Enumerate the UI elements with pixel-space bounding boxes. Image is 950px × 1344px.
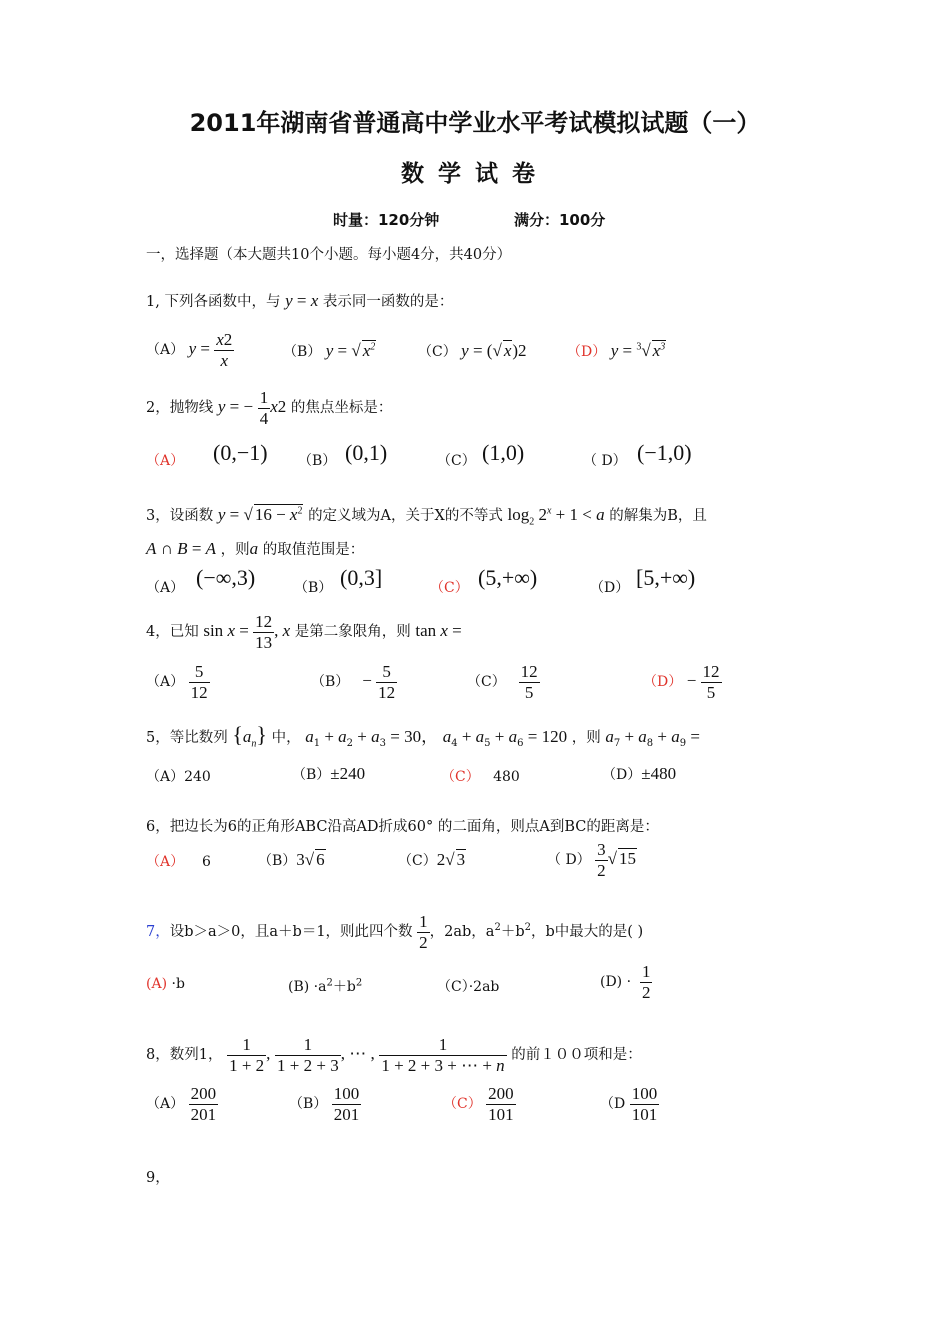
question-4-option-d[interactable]: （D） − $\frac{12}{5}$ (643, 662, 720, 702)
question-5-option-d[interactable]: （D）±480 (602, 764, 677, 783)
question-2-option-b[interactable]: （B） (298, 453, 337, 469)
question-2-value-c: (1,0) (482, 440, 525, 465)
question-7-stem: 7，设b＞a＞0，且a＋b＝1，则此四个数 $\frac{1}{2}$ ，2ab，$a^2+b^2$，b中最大的是( ) (146, 912, 644, 952)
question-3-option-b[interactable]: （B） (294, 580, 333, 596)
full-score: 满分：100分 (514, 211, 606, 229)
question-7-option-c[interactable]: （C）·2ab (437, 979, 500, 995)
page-subtitle: 数学试卷 (401, 161, 549, 187)
question-6-option-a[interactable]: （A） 6 (146, 854, 211, 870)
question-6-option-b[interactable]: （B）3√ 6 (258, 850, 325, 869)
question-1-option-a[interactable]: （A） y = $\frac{x2}{x}$ (146, 330, 233, 370)
question-3-value-a: (−∞,3) (196, 565, 256, 590)
question-2-value-b: (0,1) (345, 440, 388, 465)
page-title: 2011年湖南省普通高中学业水平考试模拟试题（一） (189, 109, 761, 137)
question-3-value-c: (5,+∞) (478, 565, 538, 590)
question-1-option-b[interactable]: （B） y = √ $x^2$ (283, 341, 376, 360)
question-8-option-c[interactable]: （C） $\frac{200}{101}$ (443, 1084, 514, 1124)
question-1-option-c[interactable]: （C） y = (√ x)2 (418, 341, 527, 360)
question-2-value-a: (0,−1) (213, 440, 268, 465)
question-8-option-d[interactable]: （D $\frac{100}{101}$ (600, 1084, 658, 1124)
question-3-value-b: (0,3] (340, 565, 383, 590)
question-5-option-b[interactable]: （B）±240 (292, 764, 366, 783)
question-7-option-d[interactable]: (D) · $\frac{1}{2}$ (600, 962, 651, 1002)
question-4-option-b[interactable]: （B） − $\frac{5}{12}$ (311, 662, 396, 702)
question-1-option-d[interactable]: （D） y = $^3$√ $x^3$ (567, 341, 666, 360)
question-3-stem-line2: A ∩ B = A ，则a 的取值范围是： (146, 539, 365, 558)
question-2-value-d: (−1,0) (637, 440, 692, 465)
question-7-option-b[interactable]: $(B) \cdot a^2+b^2$ (288, 977, 363, 995)
question-8-stem: 8，数列1， $\frac{1}{1 + 2}$ , $\frac{1}{1 + 2 + 3}$ , ⋯ , $\frac{1}{1 + 2 + 3 + \cdots + n}$ 的前１００项和是： (146, 1035, 642, 1075)
time-limit: 时量：120分钟 (333, 211, 440, 229)
question-5-option-c[interactable]: （C） 480 (441, 769, 520, 785)
question-4-option-c[interactable]: （C） $\frac{12}{5}$ (467, 662, 538, 702)
question-2-option-c[interactable]: （C） (437, 453, 476, 469)
question-3-option-a[interactable]: （A） (146, 580, 185, 596)
question-6-stem: 6，把边长为6的正角形ABC沿高AD折成60° 的二面角，则点A到BC的距离是： (146, 819, 659, 835)
question-2-option-a[interactable]: （A） (146, 453, 185, 469)
question-6-option-c[interactable]: （C）2√ 3 (398, 850, 466, 869)
question-6-option-d[interactable]: （ D） $\frac{3}{2}$ √ 15 (547, 840, 636, 880)
question-5-stem: 5，等比数列 $\{a_n\}$ 中， $a_1 + a_2 + a_3 = 30$， $a_4 + a_5 + a_6 = 120$ ，则 $a_7 + a_8 + a_9$ = (146, 722, 700, 750)
question-9-stem: 9， (146, 1170, 170, 1186)
question-7-option-a[interactable]: (A) ·b (146, 976, 185, 992)
question-3-stem-line1: 3，设函数 y = √ $16 - x^2$ 的定义域为A，关于X的不等式 $\log_2 2^x + 1 < a$ 的解集为B，且 (146, 505, 707, 528)
section-heading: 一，选择题（本大题共10个小题。每小题4分，共40分） (146, 247, 512, 263)
question-4-option-a[interactable]: （A） $\frac{5}{12}$ (146, 662, 208, 702)
question-4-stem: 4，已知 sin x = $\frac{12}{13}$ , x 是第二象限角，则 tan x = (146, 612, 462, 652)
question-8-option-b[interactable]: （B） $\frac{100}{201}$ (289, 1084, 360, 1124)
question-3-option-c[interactable]: （C） (430, 580, 469, 596)
question-2-option-d[interactable]: （ D） (583, 453, 627, 469)
question-5-option-a[interactable]: （A）240 (146, 769, 211, 785)
question-3-option-d[interactable]: （D） (590, 580, 630, 596)
question-1-stem: 1, 下列各函数中，与 y = x 表示同一函数的是： (146, 291, 454, 310)
question-2-stem: 2，抛物线 y = − $\frac{1}{4}$ x2 的焦点坐标是： (146, 388, 393, 428)
question-8-option-a[interactable]: （A） $\frac{200}{201}$ (146, 1084, 217, 1124)
question-3-value-d: [5,+∞) (636, 565, 696, 590)
